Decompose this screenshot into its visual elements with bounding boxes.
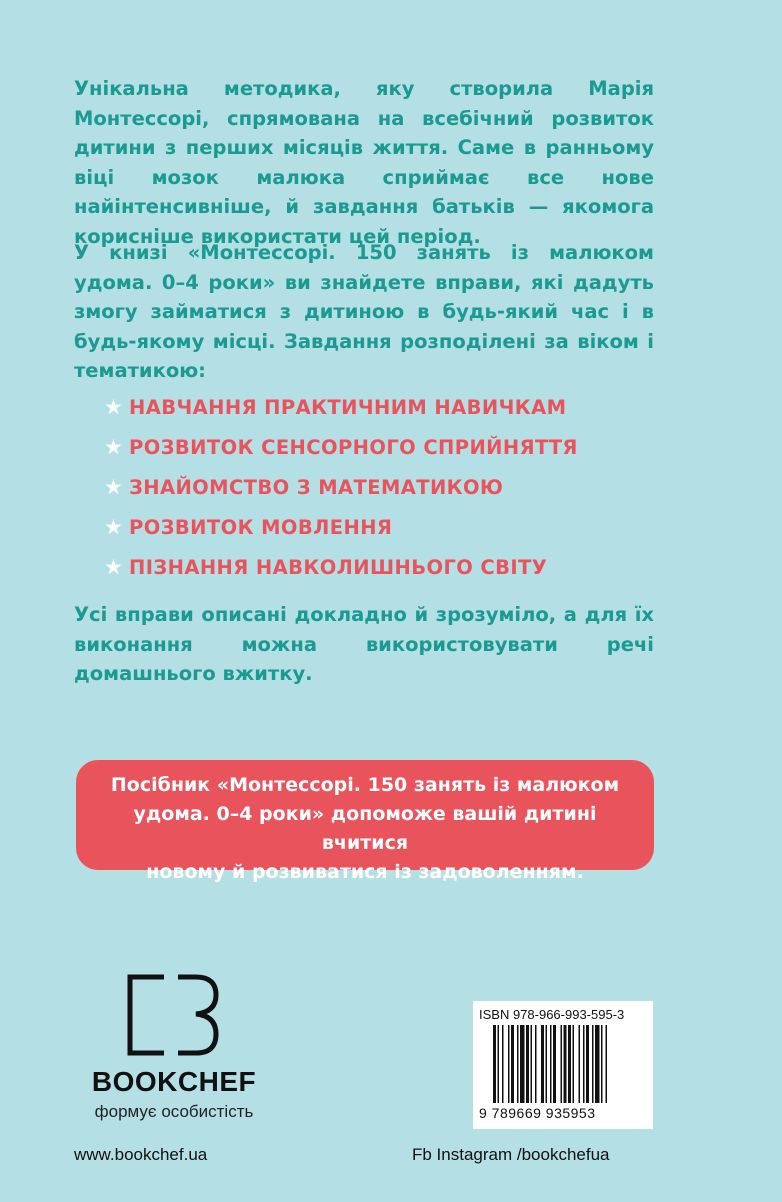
barcode-bar [550,1025,552,1103]
barcode-bar [579,1025,581,1103]
barcode-bar [595,1025,600,1103]
promo-banner [76,760,654,883]
barcode-bars [493,1025,643,1105]
barcode-bar [511,1025,514,1103]
topic-label: ПІЗНАННЯ НАВКОЛИШНЬОГО СВІТУ [129,555,548,579]
barcode-bar [606,1025,608,1103]
closing-paragraph: Усі вправи описані докладно й зрозуміло, а для їх виконання можна використовувати речі домашнього вжитку. [74,603,654,685]
barcode-bar [541,1025,544,1103]
brand-tagline: формує особистість [94,1102,254,1121]
bookchef-logo-icon [126,974,222,1056]
star-icon: ★ [104,555,124,579]
barcode-bar [553,1025,556,1103]
topic-label: ЗНАЙОМСТВО З МАТЕМАТИКОЮ [129,475,504,499]
topics-list [104,387,578,587]
banner-line: удома. 0–4 роки» допоможе вашій дитині вчитися [133,803,597,854]
barcode-bar [531,1025,533,1103]
barcode-bar [561,1025,563,1103]
banner-line: новому й розвиватися із задоволенням. [146,861,584,883]
isbn-digits: 9 789669 935953 [479,1105,596,1121]
topic-item [104,547,578,587]
barcode-bar [546,1025,548,1103]
barcode-bar [564,1025,567,1103]
book-info-paragraph: У книзі «Монтессорі. 150 занять із малюком удома. 0–4 роки» ви знайдете вправи, які дадуть змогу займатися з дитиною в будь-який час і в будь-якому місці. Завдання розподілені за віком і тематикою: [74,241,654,382]
website-link[interactable]: www.bookchef.ua [74,1145,208,1164]
barcode-bar [520,1025,525,1103]
barcode-bar [517,1025,519,1103]
topic-label: РОЗВИТОК СЕНСОРНОГО СПРИЙНЯТТЯ [129,435,578,459]
social-handles[interactable]: Fb Instagram /bookchefua [412,1145,610,1164]
barcode-bar [498,1025,500,1103]
barcode-bar [526,1025,529,1103]
brand-name: BOOKCHEF [91,1066,257,1097]
topic-label: РОЗВИТОК МОВЛЕННЯ [129,515,393,539]
barcode-bar [508,1025,510,1103]
barcode-bar [502,1025,504,1103]
star-icon: ★ [104,395,124,419]
topic-item [104,507,578,547]
barcode-bar [583,1025,585,1103]
topic-item [104,427,578,467]
barcode-bar [493,1025,496,1103]
banner-line: Посібник «Монтессорі. 150 занять із малюком [110,774,620,796]
barcode-bar [586,1025,589,1103]
topic-item [104,467,578,507]
barcode-bar [592,1025,594,1103]
barcode-bar [535,1025,537,1103]
topic-item [104,387,578,427]
topic-label: НАВЧАННЯ ПРАКТИЧНИМ НАВИЧКАМ [129,395,567,419]
isbn-label: ISBN 978-966-993-595-3 [479,1007,625,1022]
star-icon: ★ [104,475,124,499]
barcode-bar [568,1025,571,1103]
star-icon: ★ [104,515,124,539]
intro-paragraph: Унікальна методика, яку створила Марія Монтессорі, спрямована на всебічний розвиток дитини з перших місяців життя. Саме в ранньому віці мозок малюка сприймає все нове найінтенсивніше, й завдання батьків — якомога корисніше використати цей період. [74,77,654,248]
star-icon: ★ [104,435,124,459]
barcode-bar [573,1025,575,1103]
barcode-bar [601,1025,603,1103]
isbn-barcode [473,1001,653,1129]
